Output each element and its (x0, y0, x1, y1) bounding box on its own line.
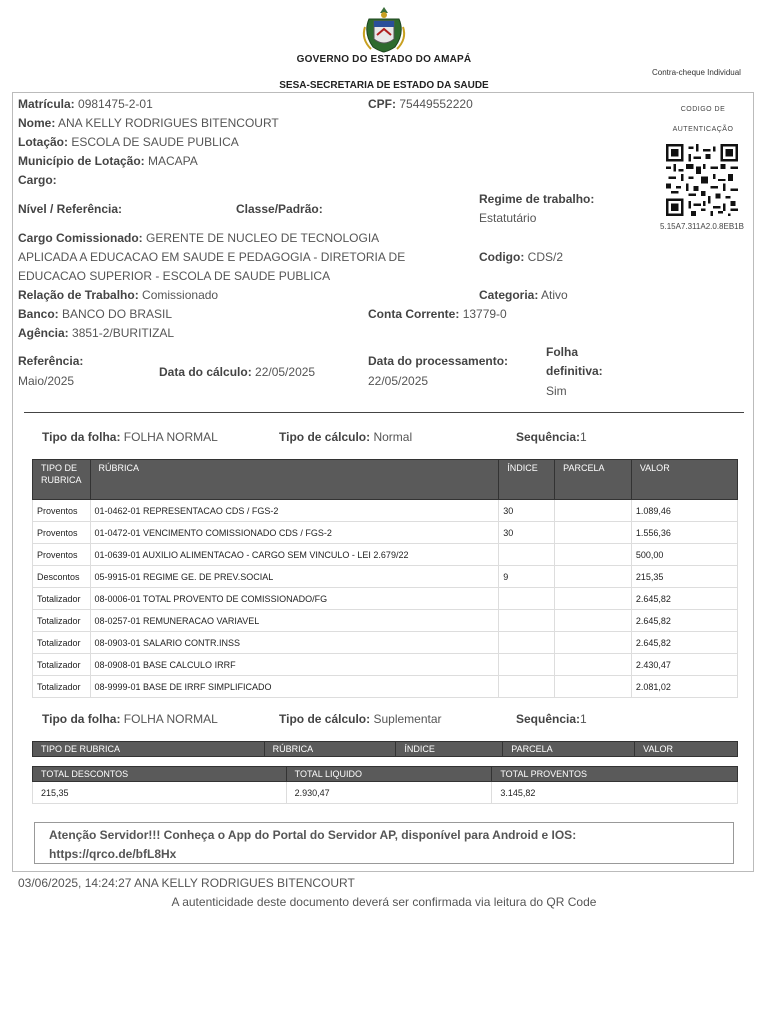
table-row: Descontos 05-9915-01 REGIME GE. DE PREV.SOCIAL 9 215,35 (33, 566, 738, 588)
table-row (33, 782, 738, 804)
banco-field: Banco: BANCO DO BRASIL (18, 307, 173, 321)
government-title: GOVERNO DO ESTADO DO AMAPÁ (296, 54, 472, 65)
totals-table (32, 766, 738, 804)
document-type: Contra-cheque Individual (652, 68, 741, 77)
sequencia-2: Sequência:1 (516, 712, 587, 726)
app-notice (34, 822, 734, 864)
codigo-field: Codigo: CDS/2 (479, 250, 564, 264)
cpf-field: CPF: 75449552220 (368, 97, 473, 111)
sequencia-1: Sequência:1 (516, 430, 587, 444)
tipo-calculo-1: Tipo de cálculo: Normal (279, 430, 413, 444)
regime-value: Estatutário (479, 211, 537, 225)
municipio-field: Município de Lotação: MACAPA (18, 154, 198, 168)
table-row: Proventos 01-0639-01 AUXILIO ALIMENTACAO - CARGO SEM VINCULO - LEI 2.679/22 500,00 (33, 544, 738, 566)
cargo-comissionado-field: Cargo Comissionado: GERENTE DE NUCLEO DE TECNOLOGIA (18, 231, 380, 245)
matricula-field: Matrícula: 0981475-2-01 (18, 97, 153, 111)
generation-timestamp: 03/06/2025, 14:24:27 ANA KELLY RODRIGUES BITENCOURT (18, 876, 355, 890)
data-processamento-value: 22/05/2025 (368, 374, 429, 388)
section-divider (24, 412, 744, 413)
col-valor: VALOR (635, 742, 738, 757)
col-rubrica: RÚBRICA (90, 460, 499, 500)
table-row: Proventos 01-0462-01 REPRESENTACAO CDS / FGS-2 30 1.089,46 (33, 500, 738, 522)
folha-definitiva-label-2: definitiva: (546, 364, 603, 378)
table-row: Totalizador 08-9999-01 BASE DE IRRF SIMPLIFICADO 2.081,02 (33, 676, 738, 698)
col-valor: VALOR (631, 460, 737, 500)
referencia-value: Maio/2025 (18, 374, 75, 388)
col-total-proventos: TOTAL PROVENTOS (492, 767, 738, 782)
col-rubrica: RÚBRICA (264, 742, 396, 757)
notice-text: Atenção Servidor!!! Conheça o App do Portal do Servidor AP, disponível para Android e IOS: (49, 828, 577, 842)
coat-of-arms-icon (359, 5, 409, 55)
auth-code-label-1: CODIGO DE (680, 106, 726, 113)
table-row: Totalizador 08-0903-01 SALARIO CONTR.INSS 2.645,82 (33, 632, 738, 654)
lotacao-field: Lotação: ESCOLA DE SAUDE PUBLICA (18, 135, 239, 149)
rubricas-table (32, 459, 738, 698)
table-row: Totalizador 08-0257-01 REMUNERACAO VARIAVEL 2.645,82 (33, 610, 738, 632)
conta-field: Conta Corrente: 13779-0 (368, 307, 507, 321)
authenticity-note: A autenticidade deste documento deverá ser confirmada via leitura do QR Code (171, 895, 597, 909)
data-processamento-label: Data do processamento: (368, 354, 509, 368)
tipo-calculo-2: Tipo de cálculo: Suplementar (279, 712, 442, 726)
table-row: Totalizador 08-0006-01 TOTAL PROVENTO DE COMISSIONADO/FG 2.645,82 (33, 588, 738, 610)
data-calculo-field: Data do cálculo: 22/05/2025 (159, 365, 316, 379)
agencia-field: Agência: 3851-2/BURITIZAL (18, 326, 175, 340)
tipo-folha-2: Tipo da folha: FOLHA NORMAL (42, 712, 218, 726)
col-parcela: PARCELA (503, 742, 635, 757)
folha-definitiva-label-1: Folha (546, 345, 578, 359)
referencia-label: Referência: (18, 354, 84, 368)
regime-label: Regime de trabalho: (479, 192, 595, 206)
categoria-field: Categoria: Ativo (479, 288, 568, 302)
cargo-comissionado-line3: EDUCACAO SUPERIOR - ESCOLA DE SAUDE PUBLICA (18, 269, 331, 283)
col-tipo-rubrica: TIPO DE RUBRICA (33, 742, 265, 757)
cargo-comissionado-line2: APLICADA A EDUCACAO EM SAUDE E PEDAGOGIA - DIRETORIA DE (18, 250, 406, 264)
col-tipo-rubrica: TIPO DE RUBRICA (33, 460, 91, 500)
total-proventos-value: 3.145,82 (492, 782, 738, 804)
table-row: Proventos 01-0472-01 VENCIMENTO COMISSIONADO CDS / FGS-2 30 1.556,36 (33, 522, 738, 544)
classe-label: Classe/Padrão: (236, 202, 323, 216)
total-liquido-value: 2.930,47 (286, 782, 492, 804)
notice-link[interactable]: https://qrco.de/bfL8Hx (49, 847, 177, 861)
col-indice: ÍNDICE (499, 460, 555, 500)
auth-code-label-2: AUTENTICAÇÃO (672, 126, 734, 133)
cargo-field: Cargo: (18, 173, 57, 187)
nome-field: Nome: ANA KELLY RODRIGUES BITENCOURT (18, 116, 279, 130)
col-total-descontos: TOTAL DESCONTOS (33, 767, 287, 782)
auth-code: 5.15A7.311A2.0.8EB1B (660, 222, 744, 231)
col-total-liquido: TOTAL LIQUIDO (286, 767, 492, 782)
suplementar-table (32, 741, 738, 757)
qr-code-icon (666, 144, 738, 216)
col-parcela: PARCELA (555, 460, 632, 500)
tipo-folha-1: Tipo da folha: FOLHA NORMAL (42, 430, 218, 444)
table-row: Totalizador 08-0908-01 BASE CALCULO IRRF 2.430,47 (33, 654, 738, 676)
nivel-label: Nível / Referência: (18, 202, 123, 216)
secretariat-title: SESA-SECRETARIA DE ESTADO DA SAUDE (279, 80, 489, 91)
relacao-field: Relação de Trabalho: Comissionado (18, 288, 219, 302)
col-indice: ÍNDICE (396, 742, 503, 757)
total-descontos-value: 215,35 (33, 782, 287, 804)
folha-definitiva-value: Sim (546, 384, 567, 398)
